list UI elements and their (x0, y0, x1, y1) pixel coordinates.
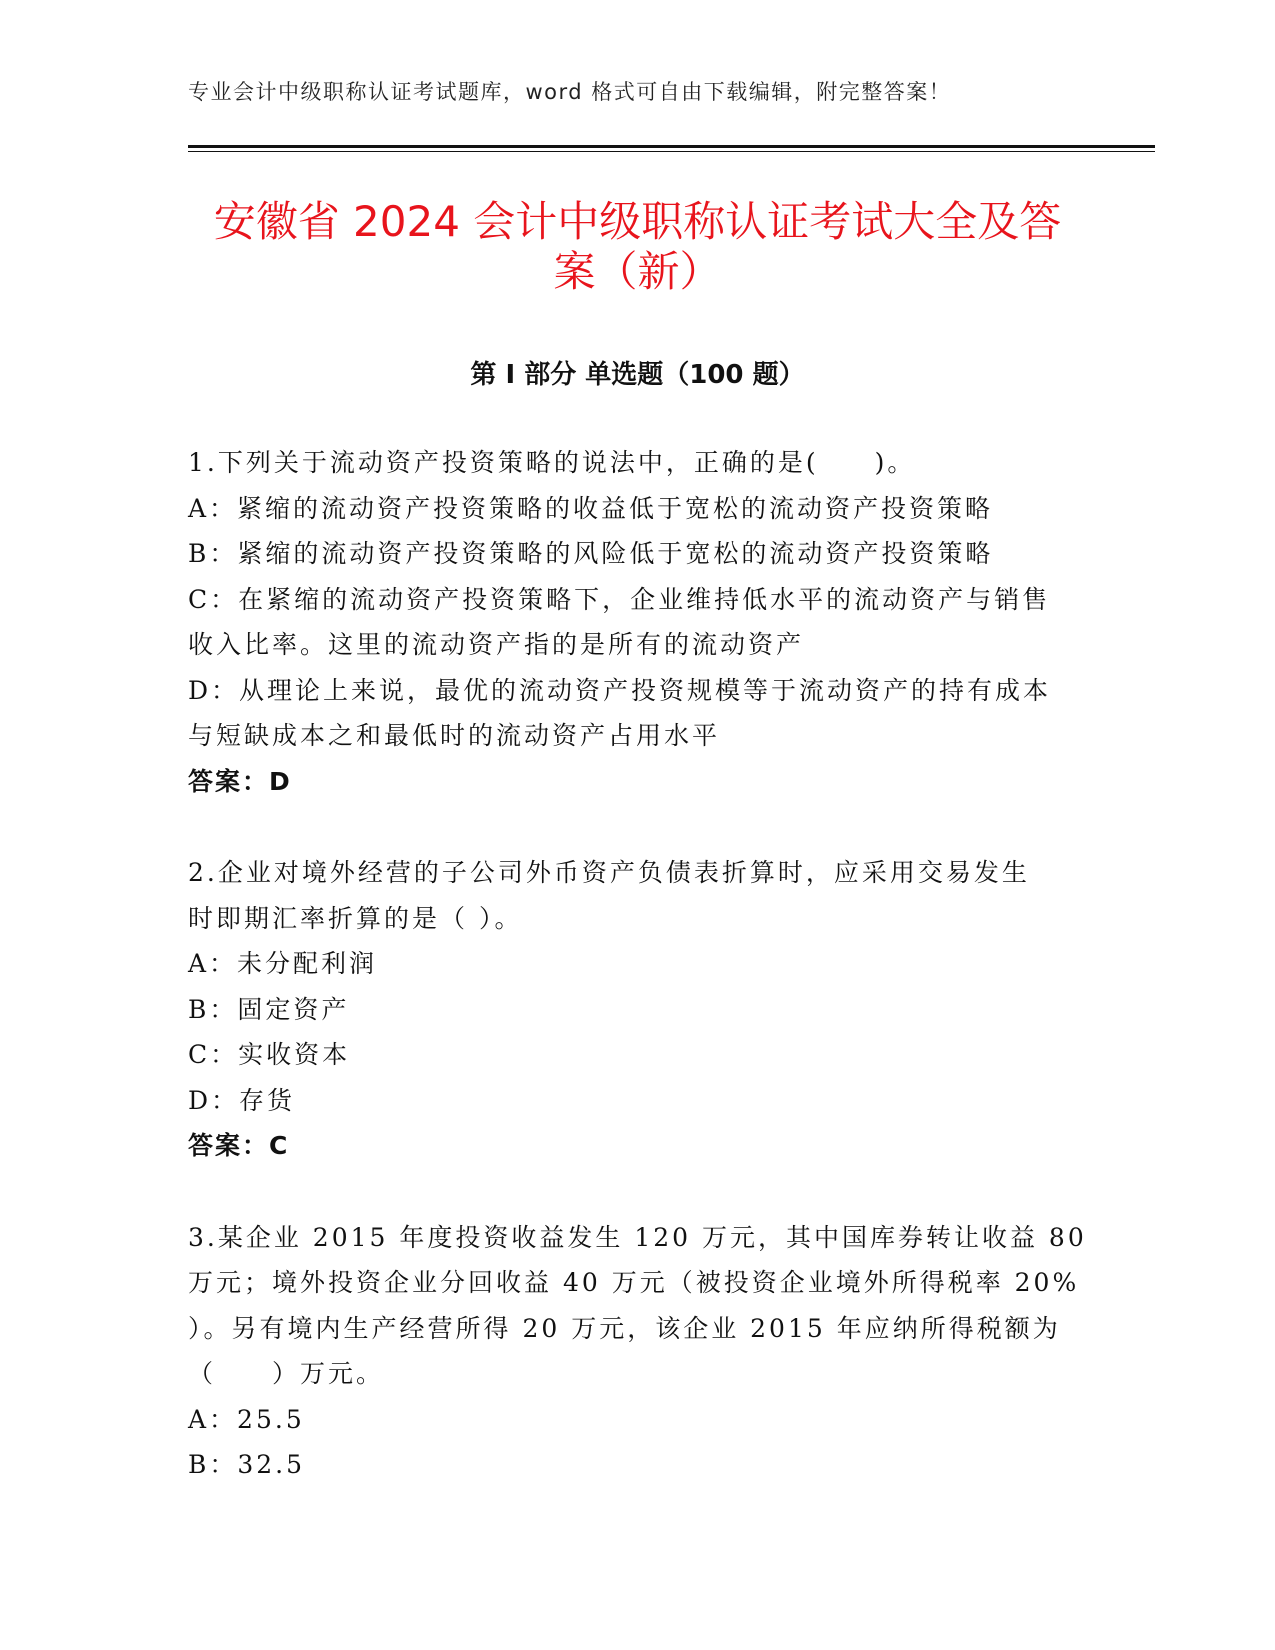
question-3-stem-cont-1: 万元；境外投资企业分回收益 40 万元（被投资企业境外所得税率 20% (188, 1268, 1080, 1297)
question-2-option-b: B：固定资产 (188, 994, 350, 1024)
question-1-option-d-cont: 与短缺成本之和最低时的流动资产占用水平 (188, 721, 721, 750)
question-3-stem-cont-2: ）。另有境内生产经营所得 20 万元，该企业 2015 年应纳所得税额为 (188, 1313, 1061, 1343)
question-2-answer: 答案：C (188, 1131, 290, 1160)
question-1-option-c: C：在紧缩的流动资产投资策略下，企业维持低水平的流动资产与销售 (188, 584, 1051, 614)
question-3-option-a: A：25.5 (188, 1404, 305, 1434)
question-1-stem: 1.下列关于流动资产投资策略的说法中，正确的是( )。 (188, 448, 916, 477)
question-3-option-b: B：32.5 (188, 1450, 306, 1479)
question-1-option-a: A：紧缩的流动资产投资策略的收益低于宽松的流动资产投资策略 (188, 493, 994, 523)
question-2 (188, 850, 1088, 1169)
document-title-line-2: 案（新） (553, 247, 722, 296)
header-rule-thick (188, 145, 1155, 148)
question-3-stem: 3.某企业 2015 年度投资收益发生 120 万元，其中国库券转让收益 80 (188, 1222, 1087, 1252)
question-1-option-b: B：紧缩的流动资产投资策略的风险低于宽松的流动资产投资策略 (188, 539, 994, 568)
question-3 (188, 1215, 1088, 1488)
question-1 (188, 440, 1088, 804)
section-title: 第 I 部分 单选题（100 题） (470, 360, 805, 390)
header-rule-thin (188, 151, 1155, 152)
question-1-option-c-cont: 收入比率。这里的流动资产指的是所有的流动资产 (188, 630, 805, 659)
document-title (170, 197, 1105, 297)
question-list (188, 440, 1088, 1534)
question-1-answer: 答案：D (188, 766, 292, 796)
question-2-option-d: D：存货 (188, 1085, 296, 1115)
question-2-option-c: C：实收资本 (188, 1040, 351, 1069)
question-2-option-a: A：未分配利润 (188, 949, 378, 978)
question-2-stem-cont: 时即期汇率折算的是（ ）。 (188, 903, 523, 933)
header-note: 专业会计中级职称认证考试题库，word 格式可自由下载编辑，附完整答案！ (188, 80, 952, 104)
question-1-option-d: D：从理论上来说，最优的流动资产投资规模等于流动资产的持有成本 (188, 675, 1052, 705)
document-title-line-1: 安徽省 2024 会计中级职称认证考试大全及答 (213, 197, 1062, 246)
question-2-stem: 2.企业对境外经营的子公司外币资产负债表折算时，应采用交易发生 (188, 858, 1030, 887)
question-3-stem-cont-3: （ ）万元。 (188, 1359, 385, 1388)
